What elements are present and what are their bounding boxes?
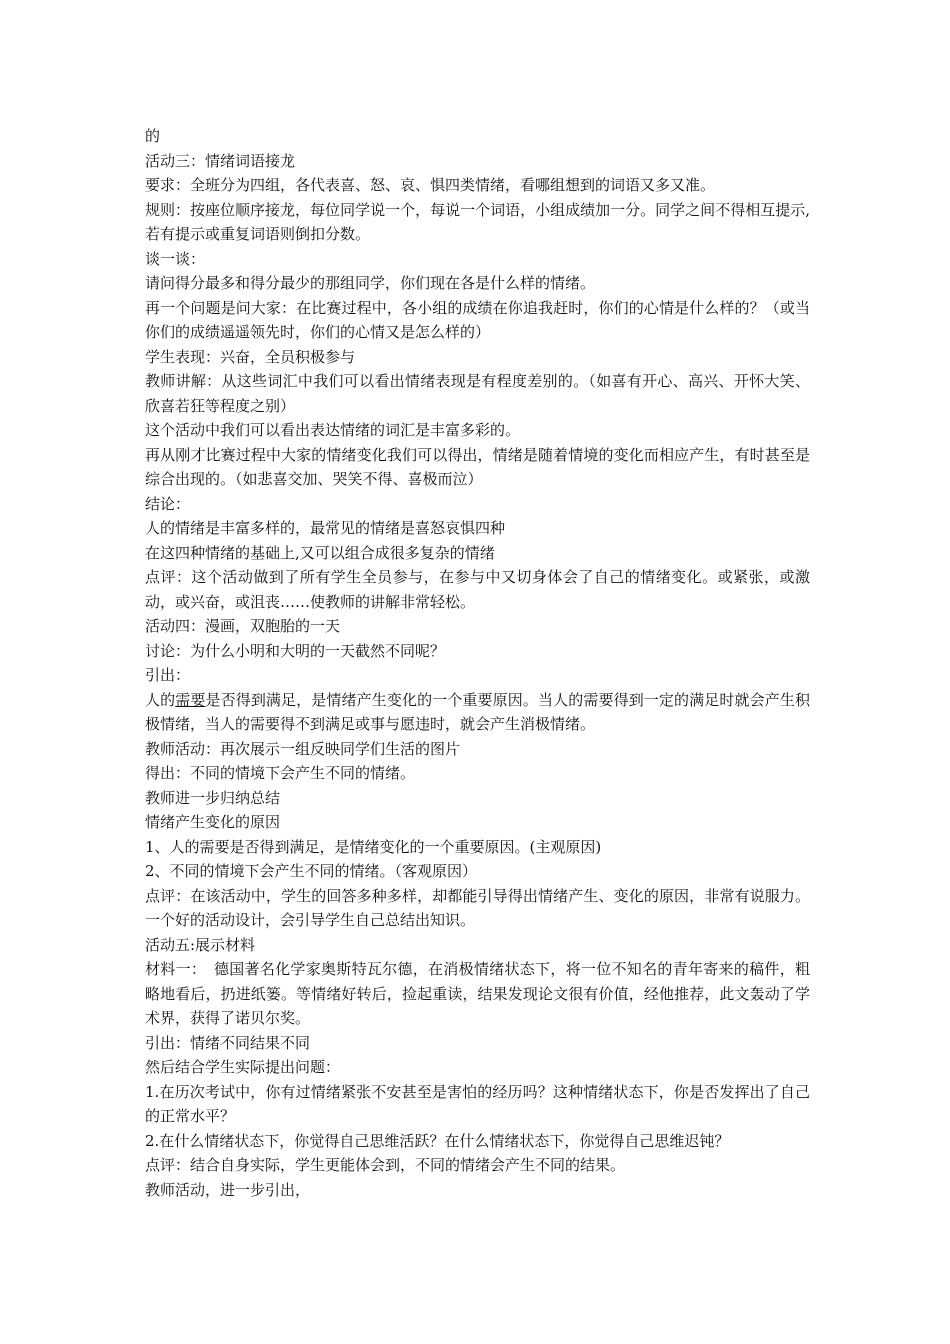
text-line: 1、人的需要是否得到满足，是情绪变化的一个重要原因。(主观原因): [145, 837, 602, 856]
text-line: 讨论：为什么小明和大明的一天截然不同呢？: [145, 641, 446, 660]
text-line: 的: [145, 127, 161, 145]
question-2: 2.在什么情绪状态下，你觉得自己思维活跃？在什么情绪状态下，你觉得自己思维迟钝？: [145, 1131, 730, 1150]
text-line: 引出：: [145, 666, 191, 684]
text-line: 学生表现：兴奋，全员积极参与: [145, 347, 356, 366]
text-line: 然后结合学生实际提出问题：: [145, 1058, 341, 1076]
text-line: 谈一谈：: [145, 249, 206, 268]
material-paragraph: 材料一： 德国著名化学家奥斯特瓦尔德，在消极情绪状态下，将一位不知名的青年寄来的稿件，粗略地看后，扔进纸篓。等情绪好转后，捡起重读，结果发现论文很有价值，经他推荐，此文轰动了学术界，获得了诺贝尔奖。: [145, 960, 810, 1027]
text-line: 教师活动：再次展示一组反映同学们生活的图片: [145, 739, 461, 758]
text-line: 人的情绪是丰富多样的，最常见的情绪是喜怒哀惧四种: [145, 519, 506, 537]
text-line: 在这四种情绪的基础上,又可以组合成很多复杂的情绪: [145, 543, 495, 562]
question-1: 1.在历次考试中，你有过情绪紧张不安甚至是害怕的经历吗？这种情绪状态下，你是否发挥出了自己的正常水平？: [145, 1082, 810, 1125]
text-line: 这个活动中我们可以看出表达情绪的词汇是丰富多彩的。: [145, 421, 521, 439]
text-paragraph: 教师讲解：从这些词汇中我们可以看出情绪表现是有程度差别的。（如喜有开心、高兴、开怀大笑、欣喜若狂等程度之别）: [145, 372, 810, 415]
comment-line: 点评：结合自身实际，学生更能体会到，不同的情绪会产生不同的结果。: [145, 1156, 626, 1174]
text-line: 2、不同的情境下会产生不同的情绪。（客观原因）: [145, 862, 478, 880]
comment-paragraph: 点评：在该活动中，学生的回答多种多样，却都能引导得出情绪产生、变化的原因，非常有说服力。一个好的活动设计，会引导学生自己总结出知识。: [145, 886, 810, 929]
comment-paragraph: 点评：这个活动做到了所有学生全员参与，在参与中又切身体会了自己的情绪变化。或紧张，或激动，或兴奋，或沮丧……使教师的讲解非常轻松。: [145, 568, 810, 611]
section-heading-activity-3: 活动三：情绪词语接龙: [145, 151, 296, 170]
need-paragraph-before: 人的: [145, 690, 176, 709]
text-line: 引出：情绪不同结果不同: [145, 1033, 311, 1052]
need-paragraph-after: 是否得到满足，是情绪产生变化的一个重要原因。当人的需要得到一定的满足时就会产生积极情绪，当人的需要得不到满足或事与愿违时，就会产生消极情绪。: [145, 690, 810, 733]
text-line: 请问得分最多和得分最少的那组同学，你们现在各是什么样的情绪。: [145, 274, 596, 292]
text-paragraph: 再一个问题是问大家：在比赛过程中，各小组的成绩在你追我赶时，你们的心情是什么样的？（或当你们的成绩遥遥领先时，你们的心情又是怎么样的）: [145, 298, 810, 341]
text-line: 教师活动，进一步引出，: [145, 1180, 311, 1199]
text-line: 教师进一步归纳总结: [145, 788, 281, 807]
text-paragraph: 再从刚才比赛过程中大家的情绪变化我们可以得出，情绪是随着情境的变化而相应产生，有时甚至是综合出现的。（如悲喜交加、哭笑不得、喜极而泣）: [145, 445, 810, 488]
text-line: 得出：不同的情境下会产生不同的情绪。: [145, 764, 416, 782]
text-line: 情绪产生变化的原因: [145, 813, 281, 831]
section-heading-activity-5: 活动五:展示材料: [145, 935, 256, 954]
document-body: [145, 124, 810, 1202]
text-paragraph: 规则：按座位顺序接龙，每位同学说一个，每说一个词语，小组成绩加一分。同学之间不得相互提示,若有提示或重复词语则倒扣分数。: [145, 200, 810, 243]
text-line: 要求：全班分为四组，各代表喜、怒、哀、惧四类情绪，看哪组想到的词语又多又准。: [145, 176, 716, 194]
text-line: 结论：: [145, 494, 191, 513]
need-underlined-term: 需要: [175, 690, 206, 709]
need-paragraph: [145, 688, 810, 737]
section-heading-activity-4: 活动四：漫画，双胞胎的一天: [145, 617, 341, 635]
